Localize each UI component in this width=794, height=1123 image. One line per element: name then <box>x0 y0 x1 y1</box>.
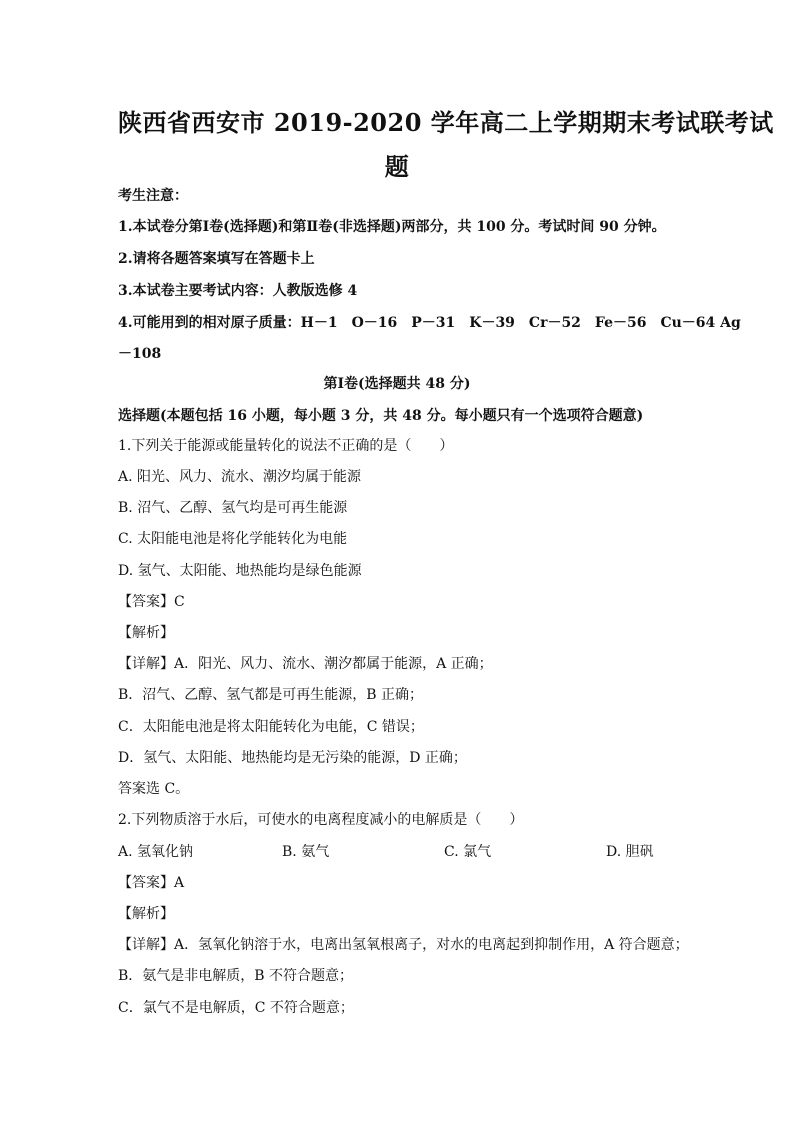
q2-analysis-label: 【解析】 <box>118 906 174 922</box>
q1-option-d: D. 氢气、太阳能、地热能均是绿色能源 <box>118 563 362 579</box>
notice-item-2: 2.请将各题答案填写在答题卡上 <box>118 251 315 267</box>
q1-analysis-label: 【解析】 <box>118 625 174 641</box>
q1-detail-4: D．氢气、太阳能、地热能均是无污染的能源，D 正确； <box>118 750 467 766</box>
q2-answer: 【答案】A <box>118 875 185 891</box>
q2-option-d: D. 胆矾 <box>606 844 654 860</box>
q1-option-c: C. 太阳能电池是将化学能转化为电能 <box>118 531 348 547</box>
q2-detail-3: C．氯气不是电解质，C 不符合题意； <box>118 1000 354 1016</box>
q2-option-c: C. 氯气 <box>444 844 492 860</box>
q1-conclusion: 答案选 C。 <box>118 781 190 797</box>
q1-option-b: B. 沼气、乙醇、氢气均是可再生能源 <box>118 500 348 516</box>
notice-item-4: 4.可能用到的相对原子质量：H－1 O－16 P－31 K－39 Cr－52 Fe－56 Cu－64 Ag <box>118 315 741 331</box>
q2-detail-1: 【详解】A．氢氧化钠溶于水，电离出氢氧根离子，对水的电离起到抑制作用，A 符合题意； <box>118 937 689 953</box>
q2-detail-2: B．氨气是非电解质，B 不符合题意； <box>118 968 354 984</box>
document-title-line-2: 题 <box>384 152 410 181</box>
q2-option-b: B. 氨气 <box>282 844 330 860</box>
q2-option-a: A. 氢氧化钠 <box>118 844 194 860</box>
q2-options-row <box>118 841 678 859</box>
q2-stem: 2.下列物质溶于水后，可使水的电离程度减小的电解质是（ ） <box>118 812 524 828</box>
q1-detail-3: C．太阳能电池是将太阳能转化为电能，C 错误； <box>118 719 424 735</box>
document-title-line-1: 陕西省西安市 2019-2020 学年高二上学期期末考试联考试 <box>118 108 774 137</box>
notice-item-1: 1.本试卷分第Ⅰ卷(选择题)和第Ⅱ卷(非选择题)两部分，共 100 分。考试时间 90 分钟。 <box>118 219 666 235</box>
section-title: 第Ⅰ卷(选择题共 48 分) <box>323 376 471 392</box>
notice-item-3: 3.本试卷主要考试内容：人教版选修 4 <box>118 283 358 299</box>
notice-item-4-continued: －108 <box>118 346 162 362</box>
q1-answer: 【答案】C <box>118 594 185 610</box>
q1-detail-2: B．沼气、乙醇、氢气都是可再生能源，B 正确； <box>118 687 424 703</box>
q1-option-a: A. 阳光、风力、流水、潮汐均属于能源 <box>118 469 362 485</box>
q1-detail-1: 【详解】A．阳光、风力、流水、潮汐都属于能源，A 正确； <box>118 656 493 672</box>
section-instructions: 选择题(本题包括 16 小题，每小题 3 分，共 48 分。每小题只有一个选项符合题意) <box>118 408 644 424</box>
q1-stem: 1.下列关于能源或能量转化的说法不正确的是（ ） <box>118 438 454 454</box>
notice-heading: 考生注意： <box>118 188 188 204</box>
